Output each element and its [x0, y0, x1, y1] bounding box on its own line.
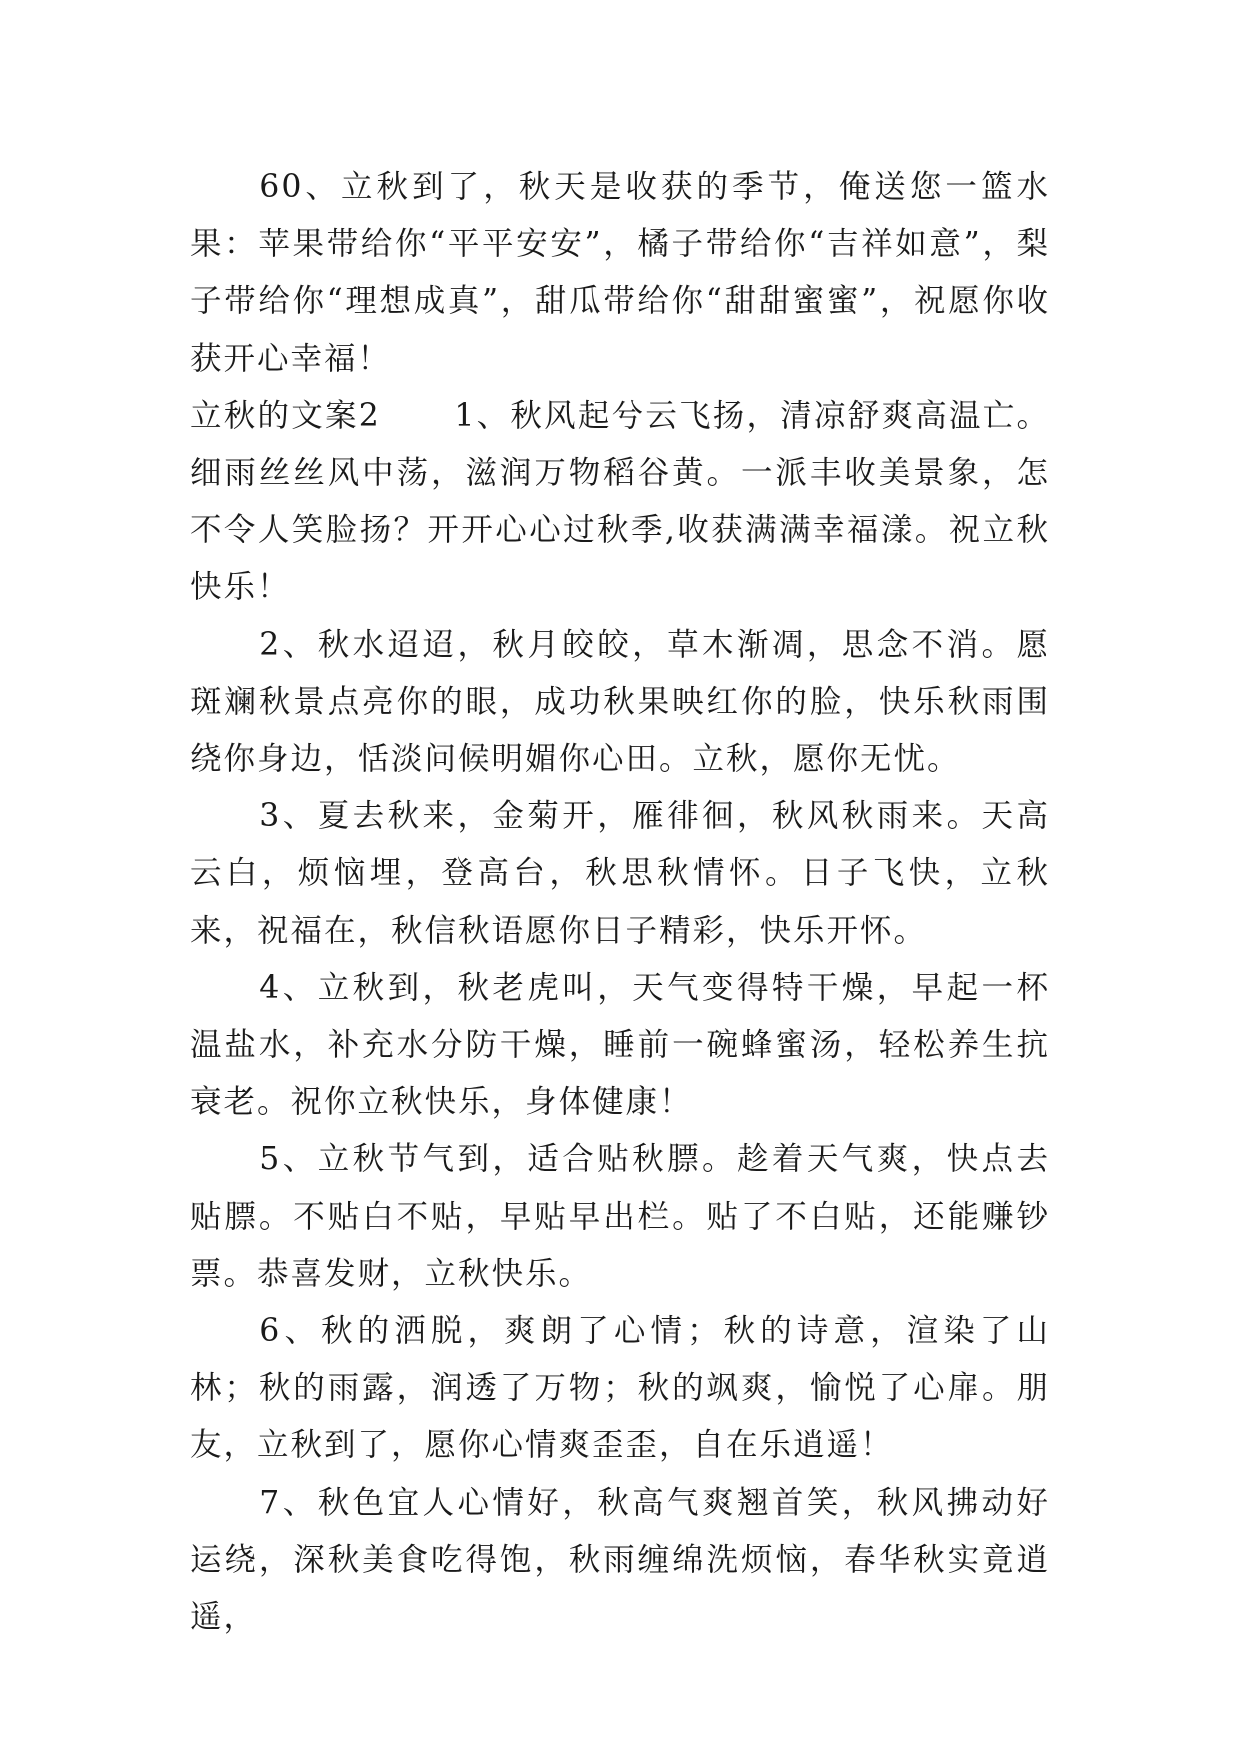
paragraph-text: 6、秋的洒脱，爽朗了心情；秋的诗意，渲染了山林；秋的雨露，润透了万物；秋的飒爽，愉悦了心扉。朋友，立秋到了，愿你心情爽歪歪，自在乐逍遥！ [190, 1313, 1050, 1464]
paragraph-60 [190, 159, 1050, 388]
paragraph-4 [190, 960, 1050, 1132]
paragraph-2 [190, 617, 1050, 789]
paragraph-7 [190, 1475, 1050, 1647]
paragraph-6 [190, 1303, 1050, 1475]
paragraph-text: 1、秋风起兮云飞扬，清凉舒爽高温亡。细雨丝丝风中荡，滋润万物稻谷黄。一派丰收美景象，怎不令人笑脸扬？开开心心过秋季,收获满满幸福漾。祝立秋快乐！ [190, 397, 1051, 606]
paragraph-5 [190, 1131, 1050, 1303]
paragraph-text: 7、秋色宜人心情好，秋高气爽翘首笑，秋风拂动好运绕，深秋美食吃得饱，秋雨缠绵洗烦恼，春华秋实竟逍遥， [190, 1484, 1050, 1636]
paragraph-text: 2、秋水迢迢，秋月皎皎，草木渐凋，思念不消。愿斑斓秋景点亮你的眼，成功秋果映红你的脸，快乐秋雨围绕你身边，恬淡问候明媚你心田。立秋，愿你无忧。 [190, 626, 1050, 778]
section-2-paragraph [190, 388, 1050, 617]
paragraph-text: 3、夏去秋来，金菊开，雁徘徊，秋风秋雨来。天高云白，烦恼埋，登高台，秋思秋情怀。日子飞快，立秋来，祝福在，秋信秋语愿你日子精彩，快乐开怀。 [190, 798, 1050, 949]
paragraph-text: 4、立秋到，秋老虎叫，天气变得特干燥，早起一杯温盐水，补充水分防干燥，睡前一碗蜂蜜汤，轻松养生抗衰老。祝你立秋快乐，身体健康！ [190, 969, 1050, 1121]
document-body [190, 159, 1050, 1646]
paragraph-text: 5、立秋节气到，适合贴秋膘。趁着天气爽，快点去贴膘。不贴白不贴，早贴早出栏。贴了不白贴，还能赚钞票。恭喜发财，立秋快乐。 [190, 1141, 1050, 1292]
paragraph-3 [190, 788, 1050, 960]
section-heading: 立秋的文案2 [190, 397, 381, 434]
paragraph-text: 60、立秋到了，秋天是收获的季节，俺送您一篮水果：苹果带给你“平平安安”，橘子带给你“吉祥如意”，梨子带给你“理想成真”，甜瓜带给你“甜甜蜜蜜”，祝愿你收获开心幸福！ [190, 169, 1050, 377]
